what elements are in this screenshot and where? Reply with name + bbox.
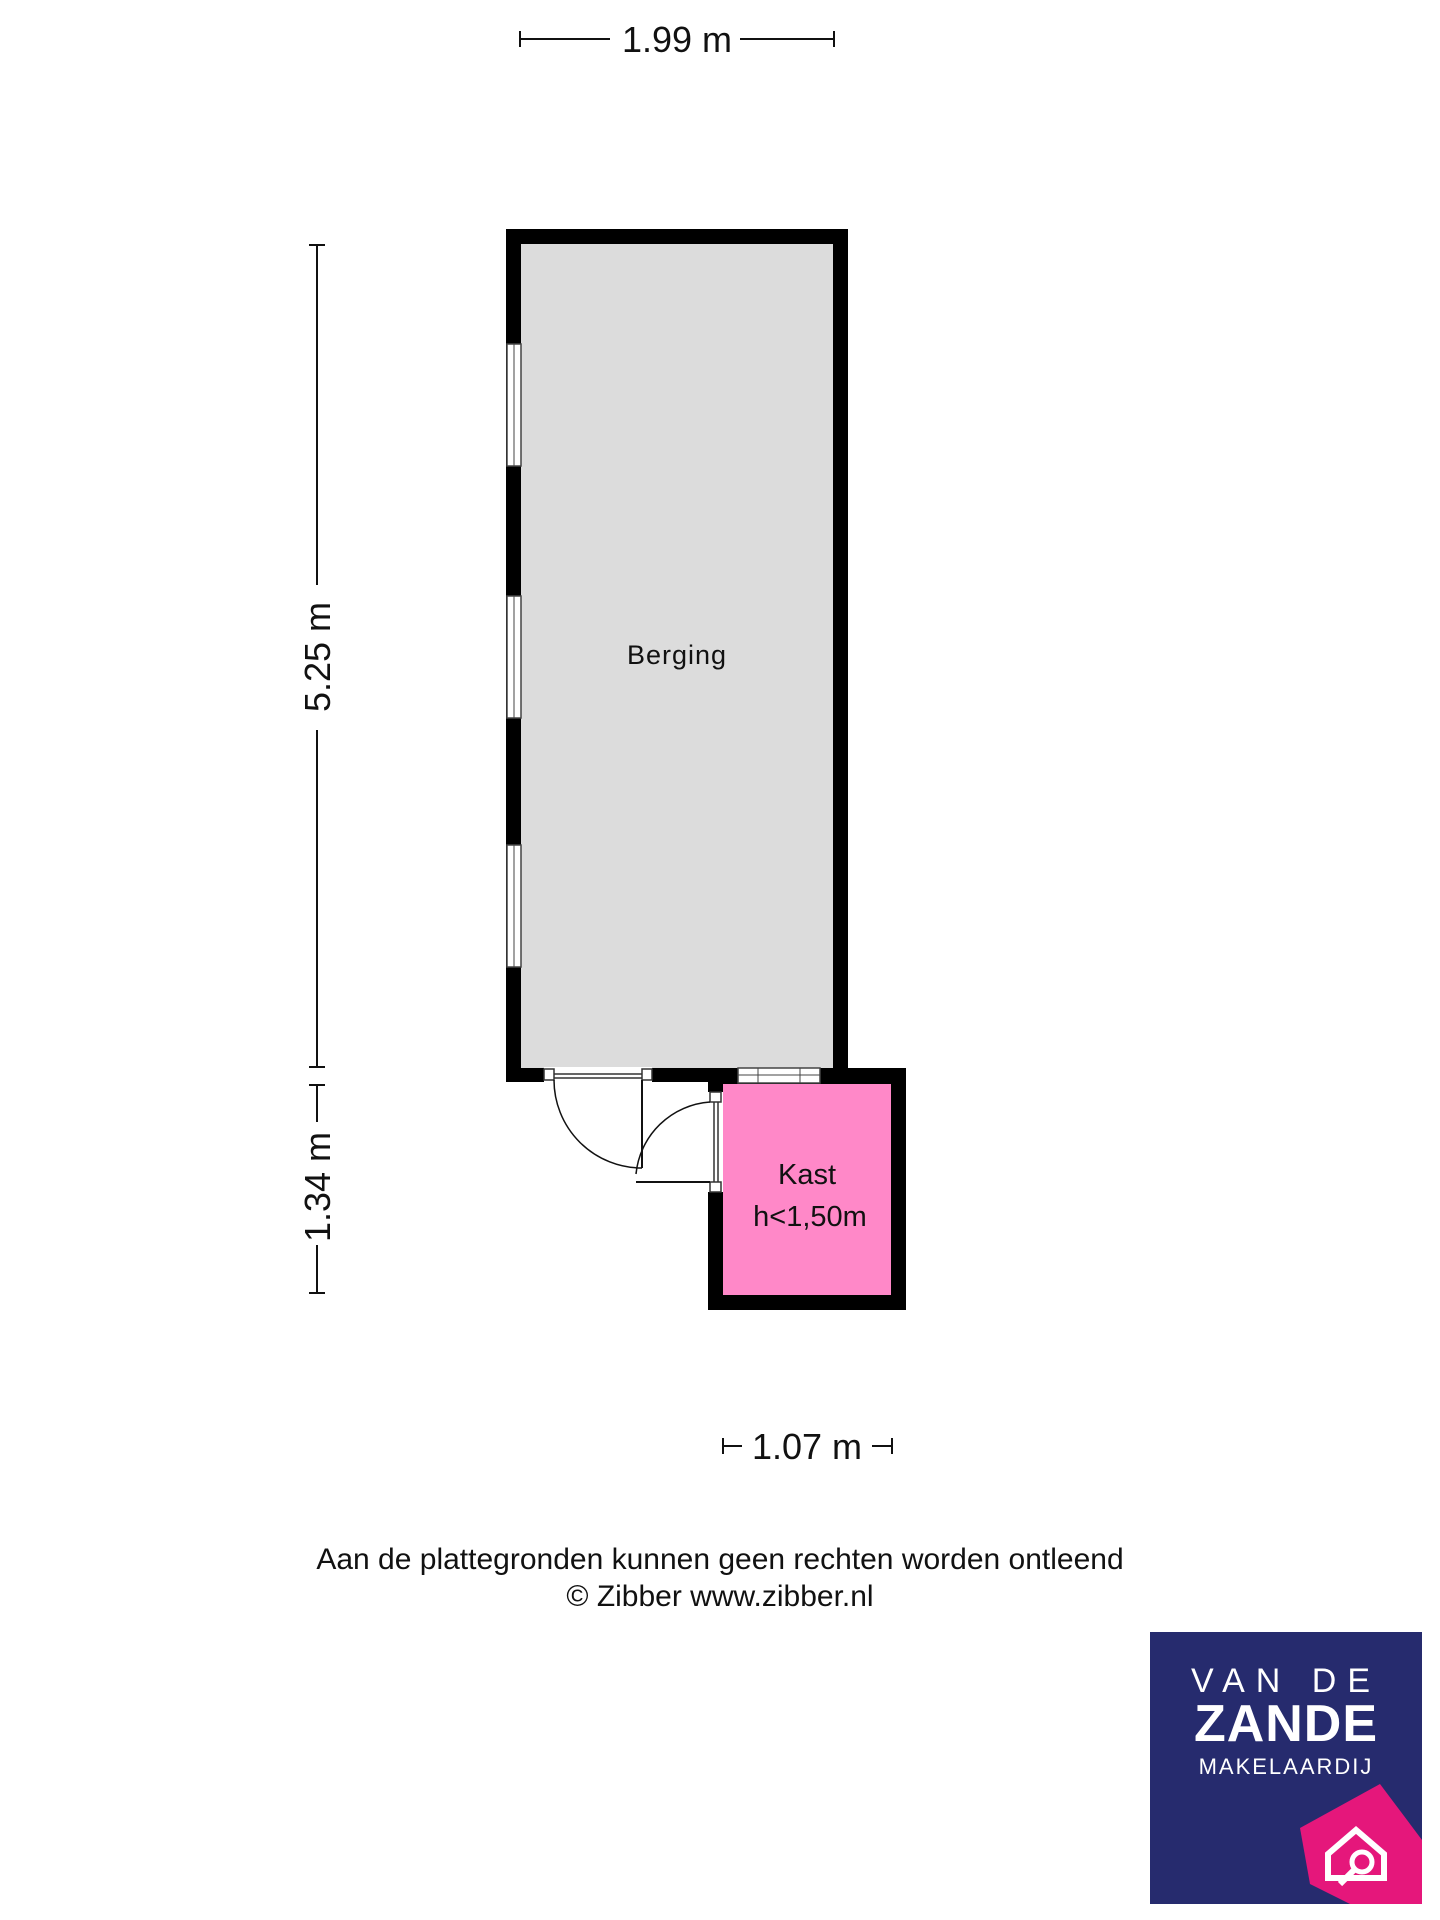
logo-line-3: MAKELAARDIJ [1198, 1754, 1374, 1779]
window-left-3 [507, 845, 521, 967]
door-berging [544, 1067, 652, 1168]
window-kast-top [738, 1068, 820, 1083]
brand-logo [1150, 1632, 1422, 1904]
logo-line-1: VAN DE [1190, 1662, 1382, 1700]
dimension-left-upper-label: 5.25 m [297, 601, 338, 713]
dimension-left-lower-label: 1.34 m [297, 1131, 338, 1243]
disclaimer-line-2: © Zibber www.zibber.nl [566, 1580, 874, 1613]
logo-line-2: ZANDE [1193, 1695, 1379, 1753]
room-berging-label: Berging [626, 640, 728, 670]
room-kast-note: h<1,50m [753, 1201, 867, 1233]
window-left-2 [507, 596, 521, 718]
dimension-bottom-label: 1.07 m [751, 1426, 863, 1467]
room-kast-label: Kast [777, 1159, 837, 1191]
door-kast [636, 1092, 723, 1192]
house-magnifier-icon [1150, 1632, 1422, 1904]
window-left-1 [507, 344, 521, 466]
dimension-top-label: 1.99 m [621, 19, 733, 60]
disclaimer-line-1: Aan de plattegronden kunnen geen rechten worden ontleend [316, 1543, 1124, 1576]
